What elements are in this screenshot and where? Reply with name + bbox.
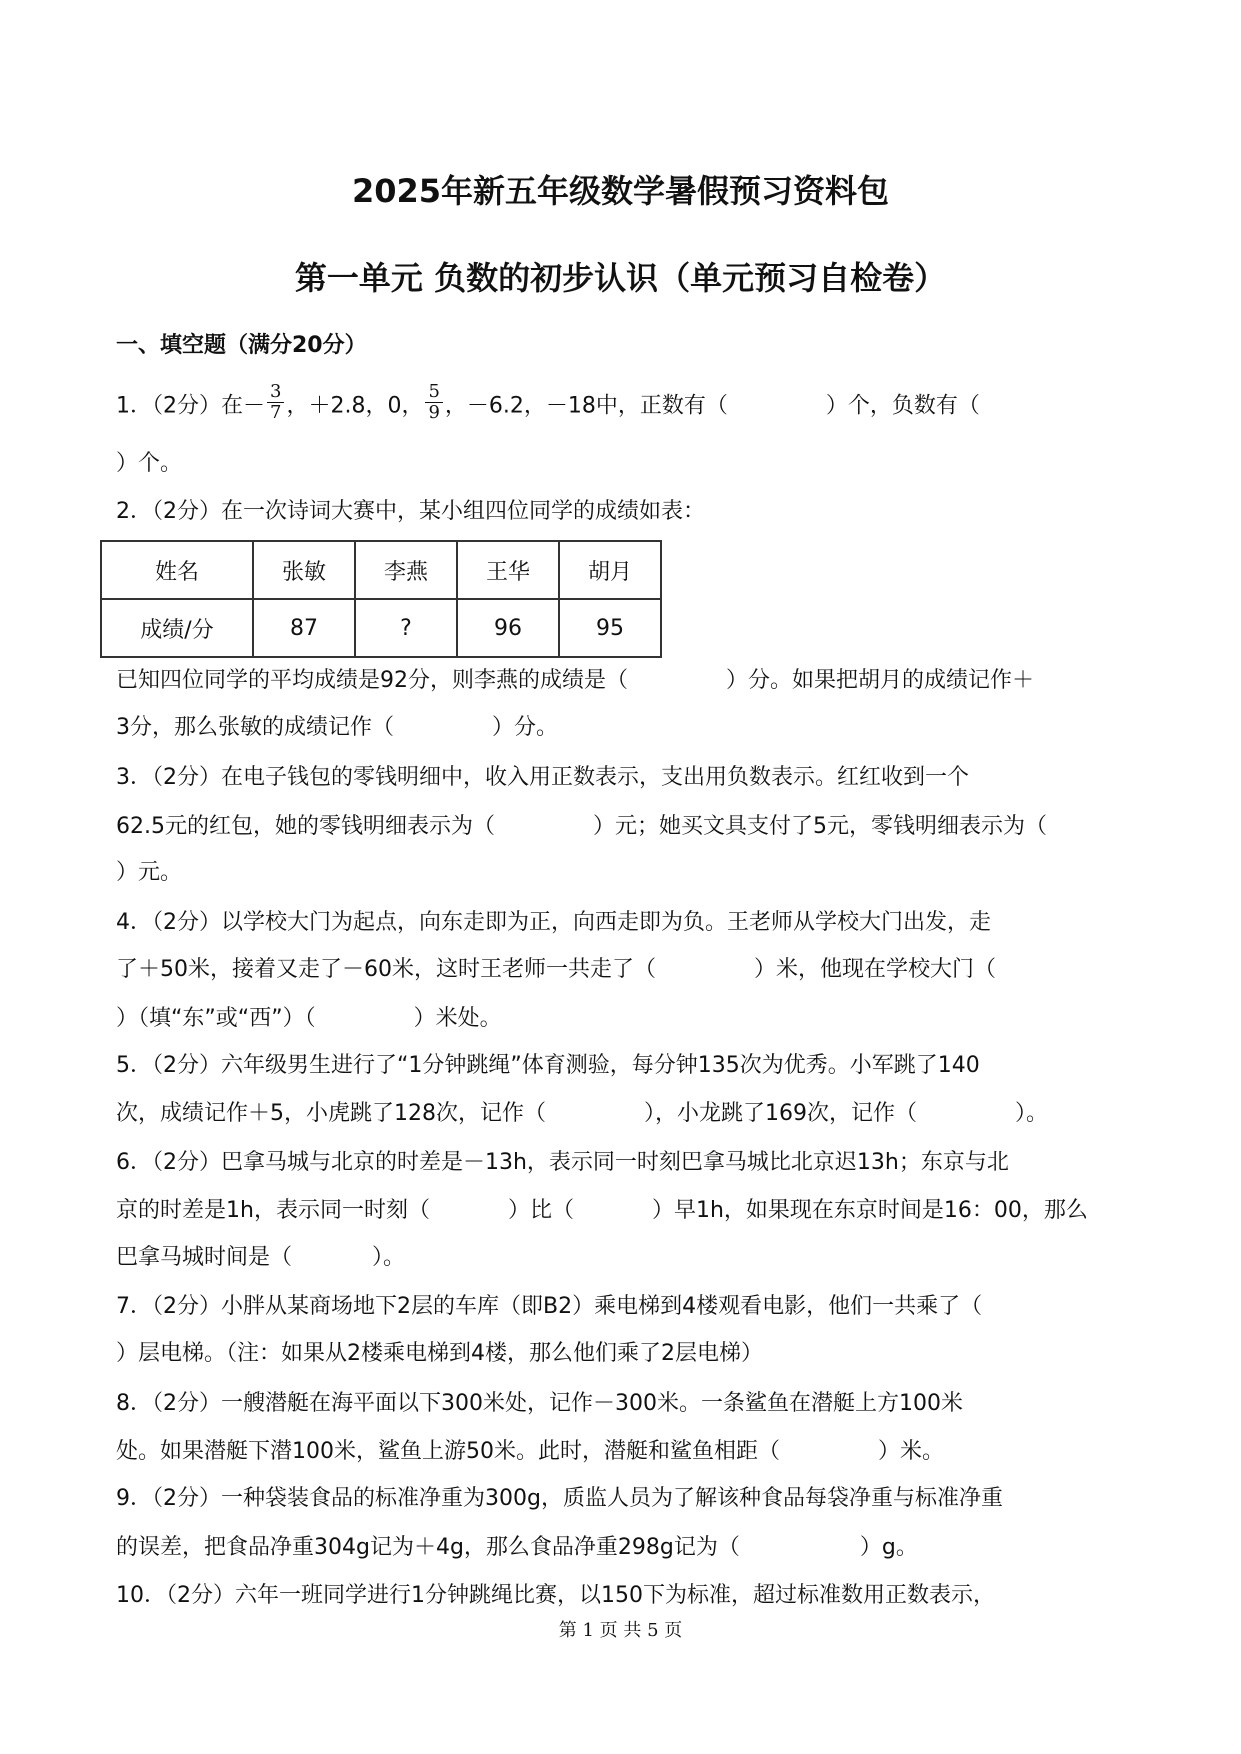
question-8-text: 处。如果潜艇下潜100米，鲨鱼上游50米。此时，潜艇和鲨鱼相距（: [116, 1439, 780, 1464]
fraction-denominator: 9: [428, 402, 440, 423]
question-8-line-1: 8．（2分）一艘潜艇在海平面以下300米处，记作－300米。一条鲨鱼在潜艇上方100米: [116, 1391, 963, 1416]
question-5-line-1: 5．（2分）六年级男生进行了“1分钟跳绳”体育测验，每分钟135次为优秀。小军跳了140: [116, 1053, 980, 1078]
question-1-text: ，＋2.8，0，: [286, 393, 424, 419]
question-4-line-1: 4．（2分）以学校大门为起点，向东走即为正，向西走即为负。王老师从学校大门出发，走: [116, 910, 991, 935]
section-heading: 一、填空题（满分20分）: [116, 333, 367, 358]
document-subtitle: 第一单元 负数的初步认识（单元预习自检卷）: [294, 259, 947, 297]
question-1-line-2: ）个。: [116, 451, 183, 476]
question-6-text: 京的时差是1h，表示同一时刻（: [116, 1198, 430, 1223]
question-5-text: ），小龙跳了169次，记作（: [644, 1101, 917, 1126]
question-8-text: ）米。: [878, 1439, 945, 1464]
question-1-text: ，－6.2，－18中，正数有（: [444, 393, 728, 419]
question-7-line-1: 7．（2分）小胖从某商场地下2层的车库（即B2）乘电梯到4楼观看电影，他们一共乘了（: [116, 1294, 983, 1319]
table-cell: 95: [559, 599, 661, 657]
question-2-line-3: [116, 713, 558, 743]
fraction-3-7: [267, 382, 284, 423]
table-header-cell: 王华: [457, 541, 559, 599]
table-header-cell: 张敏: [253, 541, 355, 599]
question-4-line-3: [116, 1004, 502, 1034]
fraction-numerator: 3: [267, 382, 284, 403]
question-6-text: ）早1h，如果现在东京时间是16：00，那么: [651, 1198, 1088, 1223]
question-2-text: ）分。如果把胡月的成绩记作＋: [726, 668, 1035, 693]
question-3-line-2: [116, 812, 1047, 842]
question-9-text: 的误差，把食品净重304g记为＋4g，那么食品净重298g记为（: [116, 1535, 740, 1560]
question-6-text: ）比（: [507, 1198, 574, 1223]
table-header-cell: 胡月: [559, 541, 661, 599]
question-4-text: ）米处。: [413, 1006, 502, 1031]
question-1-text: ）个，负数有（: [825, 393, 980, 419]
question-1-line-1: [116, 381, 980, 427]
question-9-text: ）g。: [859, 1535, 918, 1560]
question-3-line-1: 3．（2分）在电子钱包的零钱明细中，收入用正数表示，支出用负数表示。红红收到一个: [116, 765, 969, 790]
question-6-line-1: 6．（2分）巴拿马城与北京的时差是－13h，表示同一时刻巴拿马城比北京迟13h；东京与北: [116, 1150, 1009, 1175]
question-2-text: ）分。: [492, 715, 559, 740]
question-3-line-3: ）元。: [116, 860, 183, 885]
table-cell: ?: [355, 599, 457, 657]
table-row: [101, 541, 661, 599]
question-10-line-1: 10．（2分）六年一班同学进行1分钟跳绳比赛，以150下为标准，超过标准数用正数表示，: [116, 1583, 995, 1608]
question-9-line-1: 9．（2分）一种袋装食品的标准净重为300g，质监人员为了解该种食品每袋净重与标准净重: [116, 1486, 1003, 1511]
document-title: 2025年新五年级数学暑假预习资料包: [351, 172, 890, 210]
question-9-line-2: [116, 1533, 918, 1563]
question-2-text: 已知四位同学的平均成绩是92分，则李燕的成绩是（: [116, 668, 628, 693]
question-5-text: ）。: [1015, 1101, 1049, 1126]
question-5-text: 次，成绩记作＋5，小虎跳了128次，记作（: [116, 1101, 546, 1126]
question-2-line-2: [116, 666, 1034, 696]
question-4-text: ）米，他现在学校大门（: [754, 957, 997, 982]
question-6-text: ）。: [372, 1245, 406, 1270]
question-2-line-1: 2．（2分）在一次诗词大赛中，某小组四位同学的成绩如表：: [116, 499, 705, 524]
question-7-line-2: ）层电梯。（注：如果从2楼乘电梯到4楼，那么他们乘了2层电梯）: [116, 1341, 763, 1366]
question-3-text: ）元；她买文具支付了5元，零钱明细表示为（: [593, 814, 1047, 839]
question-5-line-2: [116, 1099, 1048, 1129]
question-3-text: 62.5元的红包，她的零钱明细表示为（: [116, 814, 495, 839]
question-4-text: 了＋50米，接着又走了－60米，这时王老师一共走了（: [116, 957, 656, 982]
question-8-line-2: [116, 1437, 944, 1467]
fraction-5-9: [425, 382, 442, 423]
question-6-line-3: [116, 1243, 405, 1273]
table-cell: 96: [457, 599, 559, 657]
table-cell: 87: [253, 599, 355, 657]
fraction-denominator: 7: [270, 402, 282, 423]
fraction-numerator: 5: [425, 382, 442, 403]
table-row: [101, 599, 661, 657]
question-4-line-2: [116, 955, 996, 985]
question-4-text: ）（填“东”或“西”）（: [116, 1006, 316, 1031]
table-header-cell: 李燕: [355, 541, 457, 599]
question-6-line-2: [116, 1196, 1088, 1226]
question-6-text: 巴拿马城时间是（: [116, 1245, 293, 1270]
table-header-cell: 姓名: [101, 541, 253, 599]
question-2-text: 3分，那么张敏的成绩记作（: [116, 715, 394, 740]
table-cell: 成绩/分: [101, 599, 253, 657]
score-table: [100, 540, 662, 658]
page-footer: 第 1 页 共 5 页: [558, 1620, 683, 1641]
question-1-text: 1．（2分）在－: [116, 393, 265, 419]
